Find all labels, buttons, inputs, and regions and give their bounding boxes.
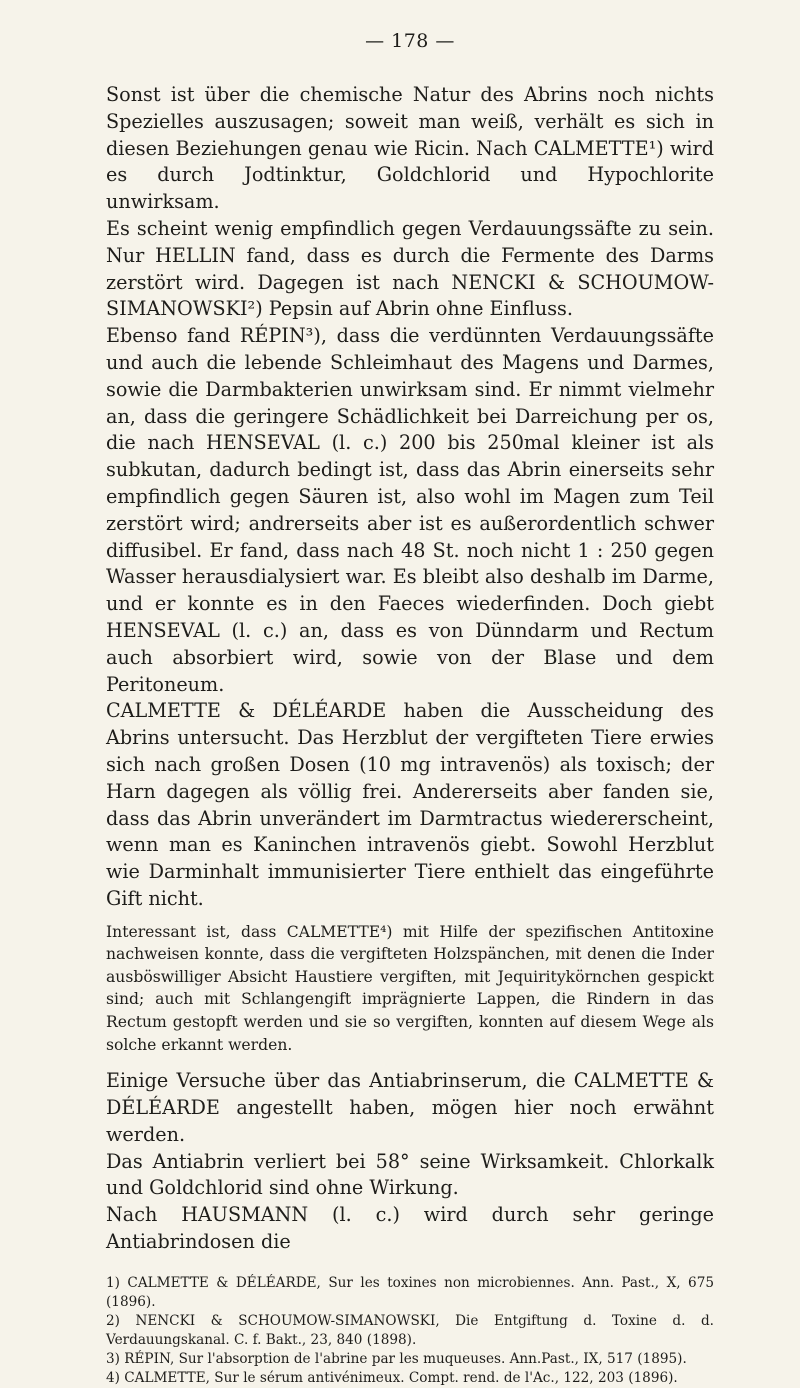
footnote-4: 4) CALMETTE, Sur le sérum antivénimeux. Compt. rend. de l'Ac., 122, 203 (1896). bbox=[106, 1369, 678, 1386]
paragraph-3: Ebenso fand RÉPIN³), dass die verdünnten Verdauungssäfte und auch die lebende Schleimhaut des Magens und Darmes, sowie die Darmbakterien unwirksam sind. Er nimmt vielmehr an, dass die geringere Schädlichkeit bei Darreichung per os, die nach HENSEVAL (l. c.) 200 bis 250mal kleiner ist als subkutan, dadurch bedingt ist, dass das Abrin einerseits sehr empfindlich gegen Säuren ist, also wohl im Magen zum Teil zerstört wird; andrerseits aber ist es außerordentlich schwer diffusibel. Er fand, dass nach 48 St. noch nicht 1 : 250 gegen Wasser herausdialysiert war. Es bleibt also deshalb im Darme, und er konnte es in den Faeces wiederfinden. Doch giebt HENSEVAL (l. c.) an, dass es von Dünndarm und Rectum auch absorbiert wird, sowie von der Blase und dem Peritoneum. bbox=[106, 324, 714, 696]
page-number: — 178 — bbox=[365, 30, 455, 52]
paragraph-7: Nach HAUSMANN (l. c.) wird durch sehr geringe Antiabrindosen die bbox=[106, 1203, 714, 1254]
footnotes bbox=[106, 1274, 714, 1388]
footnote-2: 2) NENCKI & SCHOUMOW-SIMANOWSKI, Die Entgiftung d. Toxine d. d. Verdauungskanal. C. f. Bakt., 23, 840 (1898). bbox=[106, 1312, 714, 1348]
footnote-3: 3) RÉPIN, Sur l'absorption de l'abrine par les muqueuses. Ann.Past., IX, 517 (1895). bbox=[106, 1350, 687, 1367]
paragraph-4: CALMETTE & DÉLÉARDE haben die Ausscheidung des Abrins untersucht. Das Herzblut der vergifteten Tiere erwies sich nach großen Dosen (10 mg intravenös) als toxisch; der Harn dagegen als völlig frei. Andererseits aber fanden sie, dass das Abrin unverändert im Darmtractus wiedererscheint, wenn man es Kaninchen intravenös giebt. Sowohl Herzblut wie Darminhalt immunisierter Tiere enthielt das eingeführte Gift nicht. bbox=[106, 699, 714, 910]
paragraph-5: Einige Versuche über das Antiabrinserum, die CALMETTE & DÉLÉARDE angestellt haben, mögen hier noch erwähnt werden. bbox=[106, 1069, 714, 1146]
footnote-1: 1) CALMETTE & DÉLÉARDE, Sur les toxines non microbiennes. Ann. Past., X, 675 (1896). bbox=[106, 1274, 714, 1310]
paragraph-6: Das Antiabrin verliert bei 58° seine Wirksamkeit. Chlorkalk und Goldchlorid sind ohne Wirkung. bbox=[106, 1149, 714, 1200]
paragraph-1: Sonst ist über die chemische Natur des Abrins noch nichts Spezielles auszusagen; soweit man weiß, verhält es sich in diesen Beziehungen genau wie Ricin. Nach CALMETTE¹) wird es durch Jodtinktur, Goldchlorid und Hypochlorite unwirksam. bbox=[106, 83, 714, 214]
small-print-paragraph: Interessant ist, dass CALMETTE⁴) mit Hilfe der spezifischen Antitoxine nachweisen konnte, dass die vergifteten Holzspänchen, mit denen die Inder ausböswilliger Absicht Haustiere vergiften, mit Jequiritykörnchen gespickt sind; auch mit Schlangengift imprägnierte Lappen, die Rindern in das Rectum gestopft werden und sie so vergiften, konnten auf diesem Wege als solche erkannt werden. bbox=[106, 922, 714, 1054]
paragraph-2: Es scheint wenig empfindlich gegen Verdauungssäfte zu sein. Nur HELLIN fand, dass es durch die Fermente des Darms zerstört wird. Dagegen ist nach NENCKI & SCHOUMOW-SIMANOWSKI²) Pepsin auf Abrin ohne Einfluss. bbox=[106, 216, 714, 321]
